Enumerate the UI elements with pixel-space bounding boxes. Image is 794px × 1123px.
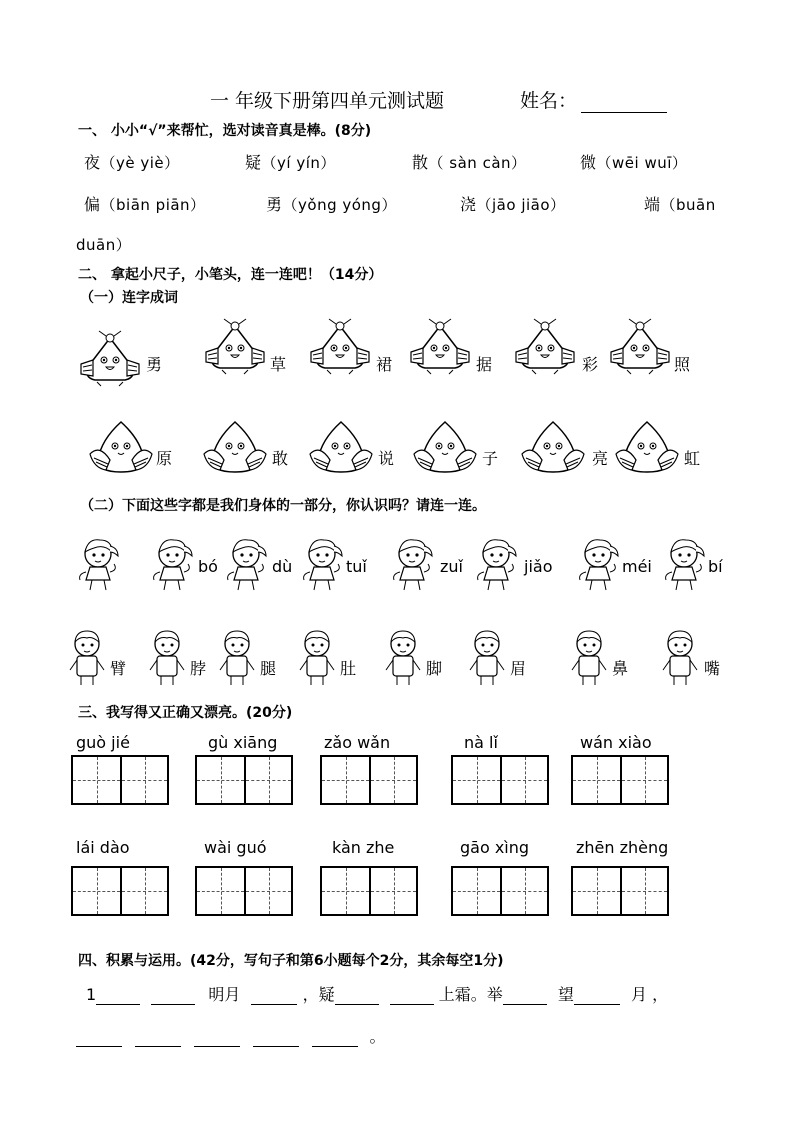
word-char[interactable]: 勇	[146, 355, 163, 374]
answer-blank[interactable]	[151, 988, 195, 1005]
body-part-char[interactable]: 脖	[190, 659, 207, 678]
grid-pinyin: lái dào	[76, 838, 130, 857]
word-char[interactable]: 照	[674, 355, 691, 374]
answer-blank[interactable]	[194, 1030, 240, 1047]
zongzi-mascot-icon	[200, 318, 270, 378]
word-char[interactable]: 虹	[684, 449, 701, 468]
grid-pinyin: gù xiāng	[208, 733, 278, 752]
grid-pinyin: gāo xìng	[460, 838, 530, 857]
word-char[interactable]: 说	[378, 449, 395, 468]
poem-text: 上霜。举	[438, 985, 503, 1004]
name-field	[520, 86, 667, 113]
sec1-item	[644, 192, 716, 215]
poem-line-2	[76, 1024, 385, 1047]
pinyin-word[interactable]: dù	[272, 557, 293, 576]
writing-grid[interactable]	[195, 866, 293, 916]
zongzi-mascot-icon	[518, 418, 588, 478]
writing-grid[interactable]	[320, 866, 418, 916]
zongzi-mascot-icon	[612, 418, 682, 478]
grid-pinyin: guò jié	[76, 733, 130, 752]
body-part-char[interactable]: 嘴	[704, 659, 721, 678]
page-title	[210, 86, 444, 113]
poem-text: ，疑	[302, 985, 335, 1004]
sec1-item	[412, 150, 527, 173]
boy-cartoon-icon	[378, 628, 428, 688]
grid-pinyin: wài guó	[204, 838, 267, 857]
girl-cartoon-icon	[388, 534, 438, 594]
item-options[interactable]: （buān	[660, 196, 716, 214]
body-part-char[interactable]: 腿	[260, 659, 277, 678]
poem-line-1	[86, 982, 668, 1005]
poem-end-punct: 。	[369, 1027, 386, 1046]
girl-cartoon-icon	[298, 534, 348, 594]
pinyin-word[interactable]: méi	[622, 557, 652, 576]
grid-pinyin: zǎo wǎn	[324, 733, 391, 752]
writing-grid[interactable]	[451, 866, 549, 916]
sec1-item	[84, 150, 180, 173]
zongzi-mascot-icon	[86, 418, 156, 478]
grid-pinyin: wán xiào	[580, 733, 652, 752]
item-options[interactable]: （yí yín）	[261, 154, 336, 172]
answer-blank[interactable]	[503, 988, 547, 1005]
word-char[interactable]: 子	[482, 449, 499, 468]
boy-cartoon-icon	[462, 628, 512, 688]
answer-blank[interactable]	[312, 1030, 358, 1047]
girl-cartoon-icon	[660, 534, 710, 594]
answer-blank[interactable]	[390, 988, 434, 1005]
girl-cartoon-icon	[148, 534, 198, 594]
sec1-item	[84, 192, 206, 215]
zongzi-mascot-icon	[200, 418, 270, 478]
pinyin-word[interactable]: tuǐ	[346, 557, 367, 576]
item-options[interactable]: （yè yiè）	[100, 154, 180, 172]
writing-grid[interactable]	[571, 866, 669, 916]
zongzi-mascot-icon	[510, 318, 580, 378]
name-label: 姓名：	[520, 90, 578, 112]
section1-heading: 一、 小小“√”来帮忙，选对读音真是棒。(8分)	[78, 123, 372, 139]
item-options[interactable]: （biān piān）	[100, 196, 206, 214]
item-char: 夜	[84, 153, 101, 172]
name-blank[interactable]	[581, 94, 667, 113]
section2-sub1: （一）连字成词	[80, 290, 178, 306]
body-part-char[interactable]: 臂	[110, 659, 127, 678]
boy-cartoon-icon	[212, 628, 262, 688]
boy-cartoon-icon	[142, 628, 192, 688]
word-char[interactable]: 草	[270, 355, 287, 374]
sec1-item	[460, 192, 566, 215]
word-char[interactable]: 裙	[376, 355, 393, 374]
boy-cartoon-icon	[564, 628, 614, 688]
pinyin-word[interactable]: bó	[198, 557, 218, 576]
body-part-char[interactable]: 眉	[510, 659, 527, 678]
answer-blank[interactable]	[76, 1030, 122, 1047]
zongzi-mascot-icon	[405, 318, 475, 378]
section3-heading: 三、我写得又正确又漂亮。(20分)	[78, 705, 293, 721]
word-char[interactable]: 敢	[272, 449, 289, 468]
sec1-wrap-text: duān）	[76, 236, 132, 254]
item-options[interactable]: （wēi wuī）	[596, 154, 688, 172]
item-char: 浇	[460, 195, 477, 214]
girl-cartoon-icon	[222, 534, 272, 594]
item-options[interactable]: （yǒng yóng）	[282, 196, 397, 214]
item-char: 疑	[245, 153, 262, 172]
grid-pinyin: zhēn zhèng	[576, 838, 669, 857]
poem-text: 明月	[208, 985, 241, 1004]
answer-blank[interactable]	[96, 988, 140, 1005]
zongzi-mascot-icon	[410, 418, 480, 478]
sec1-item	[580, 150, 687, 173]
item-char: 偏	[84, 195, 101, 214]
zongzi-mascot-icon	[75, 330, 145, 390]
writing-grid[interactable]	[195, 755, 293, 805]
boy-cartoon-icon	[292, 628, 342, 688]
word-char[interactable]: 据	[476, 355, 493, 374]
item-char: 勇	[266, 195, 283, 214]
item-options[interactable]: （ sàn càn）	[428, 154, 527, 172]
answer-blank[interactable]	[253, 1030, 299, 1047]
answer-blank[interactable]	[335, 988, 379, 1005]
grid-pinyin: nà lǐ	[464, 733, 498, 752]
zongzi-mascot-icon	[605, 318, 675, 378]
zongzi-mascot-icon	[306, 418, 376, 478]
sec1-item	[245, 150, 336, 173]
zongzi-mascot-icon	[305, 318, 375, 378]
question-number: 1	[86, 985, 97, 1004]
writing-grid[interactable]	[71, 755, 169, 805]
item-char: 微	[580, 153, 597, 172]
word-char[interactable]: 彩	[582, 355, 599, 374]
body-part-char[interactable]: 脚	[426, 659, 443, 678]
poem-text: 望	[557, 985, 574, 1004]
section2-sub2: （二）下面这些字都是我们身体的一部分，你认识吗？请连一连。	[80, 498, 486, 514]
writing-grid[interactable]	[71, 866, 169, 916]
girl-cartoon-icon	[472, 534, 522, 594]
grid-pinyin: kàn zhe	[332, 838, 395, 857]
writing-grid[interactable]	[451, 755, 549, 805]
section4-heading: 四、积累与运用。(42分，写句子和第6小题每个2分，其余每空1分)	[78, 953, 504, 969]
girl-cartoon-icon	[574, 534, 624, 594]
answer-blank[interactable]	[135, 1030, 181, 1047]
item-char: 散	[412, 153, 429, 172]
boy-cartoon-icon	[62, 628, 112, 688]
girl-cartoon-icon	[74, 534, 124, 594]
pinyin-word[interactable]: zuǐ	[440, 557, 463, 576]
body-part-char[interactable]: 肚	[340, 659, 357, 678]
word-char[interactable]: 原	[156, 449, 173, 468]
pinyin-word[interactable]: bí	[708, 557, 723, 576]
boy-cartoon-icon	[655, 628, 705, 688]
poem-text: 月 ，	[631, 985, 669, 1004]
answer-blank[interactable]	[574, 988, 620, 1005]
title-text: 一 年级下册第四单元测试题	[210, 90, 445, 112]
writing-grid[interactable]	[320, 755, 418, 805]
sec1-item	[266, 192, 397, 215]
answer-blank[interactable]	[251, 988, 297, 1005]
word-char[interactable]: 亮	[592, 449, 609, 468]
writing-grid[interactable]	[571, 755, 669, 805]
pinyin-word[interactable]: jiǎo	[524, 557, 553, 576]
body-part-char[interactable]: 鼻	[612, 659, 629, 678]
section2-heading: 二、 拿起小尺子，小笔头，连一连吧！（14分）	[78, 267, 383, 283]
item-options[interactable]: （jāo jiāo）	[476, 196, 566, 214]
item-char: 端	[644, 195, 661, 214]
